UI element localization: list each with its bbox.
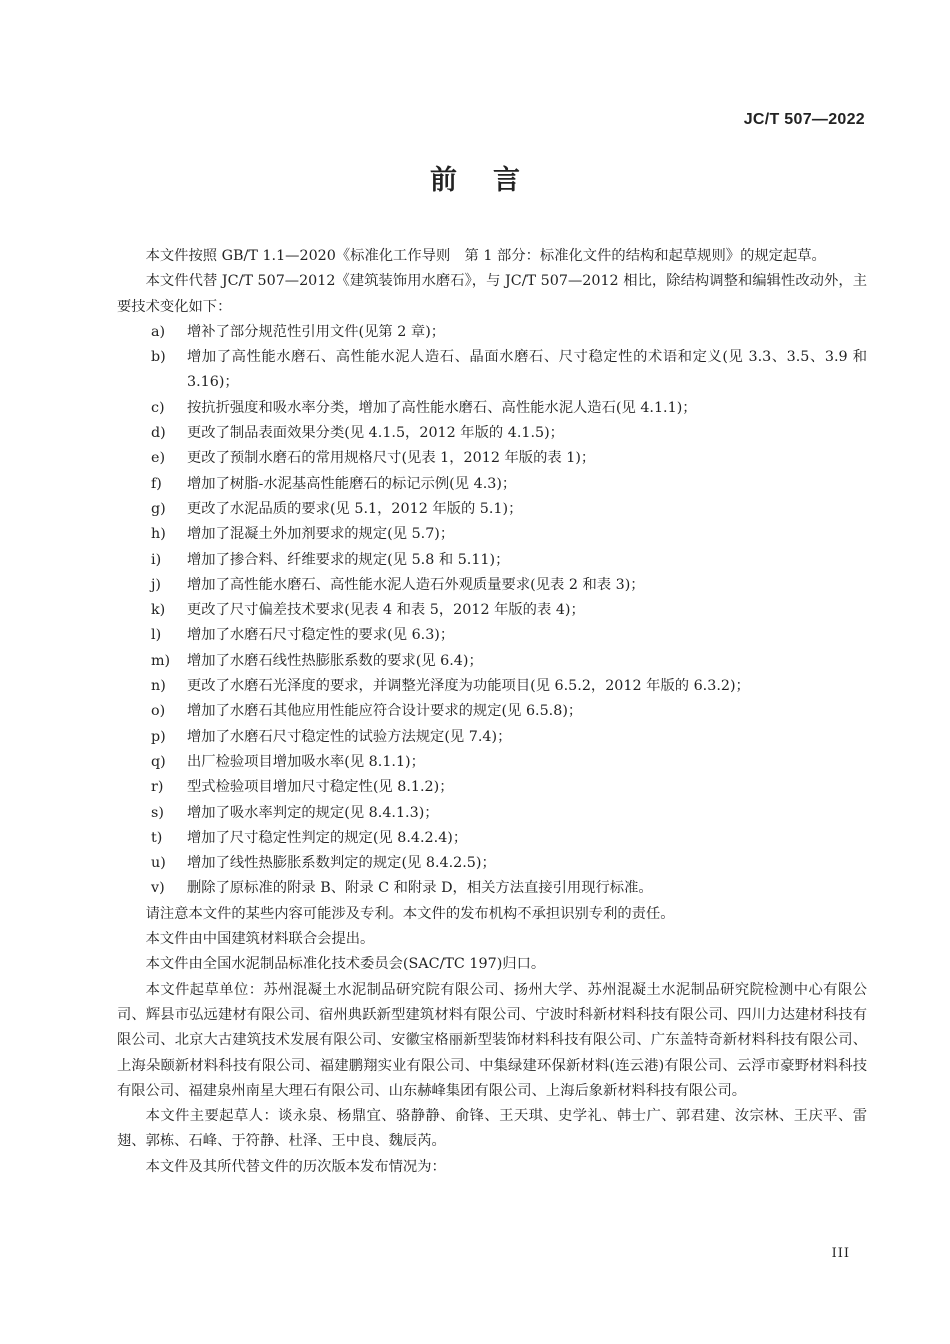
list-item-text: 按抗折强度和吸水率分类，增加了高性能水磨石、高性能水泥人造石(见 4.1.1)； <box>187 399 697 416</box>
list-item-text: 增加了水磨石尺寸稳定性的试验方法规定(见 7.4)； <box>187 728 512 745</box>
list-item-text: 更改了水磨石光泽度的要求，并调整光泽度为功能项目(见 6.5.2，2012 年版的 6.3.2)； <box>187 678 750 695</box>
list-item <box>117 851 867 876</box>
list-marker: p) <box>151 728 166 745</box>
list-item <box>117 522 867 547</box>
list-item-text: 更改了尺寸偏差技术要求(见表 4 和表 5，2012 年版的表 4)； <box>187 602 585 619</box>
paragraph-drafters: 本文件主要起草人：谈永泉、杨鼎宜、骆静静、俞锋、王天琪、史学礼、韩士广、郭君建、汝宗林、王庆平、雷翅、郭栋、石峰、于符静、杜泽、王中良、魏辰芮。 <box>117 1108 867 1150</box>
list-item <box>117 472 867 497</box>
list-item-text: 增加了高性能水磨石、高性能水泥人造石外观质量要求(见表 2 和表 3)； <box>187 576 645 593</box>
list-item <box>117 699 867 724</box>
list-marker: c) <box>151 399 165 416</box>
list-item-text: 增加了高性能水磨石、高性能水泥人造石、晶面水磨石、尺寸稳定性的术语和定义(见 3.3、3.5、3.9 和 3.16)； <box>187 349 867 391</box>
list-item-text: 增加了混凝土外加剂要求的规定(见 5.7)； <box>187 526 455 543</box>
page-title: 前言 <box>430 165 556 196</box>
list-marker: k) <box>151 602 166 619</box>
list-item-text: 增加了掺合料、纤维要求的规定(见 5.8 和 5.11)； <box>187 551 510 568</box>
list-marker: v) <box>151 880 165 897</box>
list-item <box>117 674 867 699</box>
list-marker: o) <box>151 703 166 720</box>
changes-list <box>117 320 867 902</box>
list-item-text: 增加了水磨石线性热膨胀系数的要求(见 6.4)； <box>187 652 483 669</box>
list-marker: j) <box>151 576 162 593</box>
list-item <box>117 750 867 775</box>
list-marker: q) <box>151 753 166 770</box>
list-item <box>117 573 867 598</box>
list-marker: l) <box>151 627 162 644</box>
list-item-text: 增加了树脂-水泥基高性能磨石的标记示例(见 4.3)； <box>187 475 517 492</box>
list-item <box>117 623 867 648</box>
list-item-text: 更改了制品表面效果分类(见 4.1.5，2012 年版的 4.1.5)； <box>187 425 564 442</box>
list-item-text: 删除了原标准的附录 B、附录 C 和附录 D，相关方法直接引用现行标准。 <box>187 880 653 897</box>
list-marker: f) <box>151 475 162 492</box>
list-item <box>117 775 867 800</box>
list-item <box>117 345 867 396</box>
page-number: III <box>831 1246 850 1261</box>
paragraph-version-history: 本文件及其所代替文件的历次版本发布情况为： <box>145 1158 446 1175</box>
list-item <box>117 598 867 623</box>
list-item <box>117 725 867 750</box>
list-marker: s) <box>151 804 164 821</box>
list-marker: e) <box>151 450 166 467</box>
list-item-text: 增加了尺寸稳定性判定的规定(见 8.4.2.4)； <box>187 829 468 846</box>
list-marker: n) <box>151 678 166 695</box>
paragraph-replacement: 本文件代替 JC/T 507—2012《建筑装饰用水磨石》，与 JC/T 507—2012 相比，除结构调整和编辑性改动外，主要技术变化如下： <box>117 273 867 315</box>
list-item-text: 增补了部分规范性引用文件(见第 2 章)； <box>187 323 446 340</box>
list-item <box>117 421 867 446</box>
list-item-text: 增加了吸水率判定的规定(见 8.4.1.3)； <box>187 804 439 821</box>
list-item <box>117 497 867 522</box>
paragraph-technical-committee: 本文件由全国水泥制品标准化技术委员会(SAC/TC 197)归口。 <box>145 956 546 973</box>
paragraph-patent-notice: 请注意本文件的某些内容可能涉及专利。本文件的发布机构不承担识别专利的责任。 <box>145 905 675 922</box>
list-item <box>117 801 867 826</box>
paragraph-proposer: 本文件由中国建筑材料联合会提出。 <box>145 931 375 948</box>
standard-number: JC/T 507—2022 <box>743 111 865 128</box>
list-marker: t) <box>151 829 163 846</box>
list-marker: i) <box>151 551 162 568</box>
list-item-text: 增加了水磨石尺寸稳定性的要求(见 6.3)； <box>187 627 455 644</box>
list-item <box>117 876 867 901</box>
paragraph-drafting-units: 本文件起草单位：苏州混凝土水泥制品研究院有限公司、扬州大学、苏州混凝土水泥制品研究院检测中心有限公司、辉县市弘远建材有限公司、宿州典跃新型建筑材料有限公司、宁波时科新材料科技有限公司、四川力达建材科技有限公司、北京大古建筑技术发展有限公司、安徽宝格丽新型装饰材料科技有限公司、广东盖特奇新材料科技有限公司、上海朵颐新材料科技有限公司、福建鹏翔实业有限公司、中集绿建环保新材料(连云港)有限公司、云浮市豪野材料科技有限公司、福建泉州南星大理石有限公司、山东赫峰集团有限公司、上海后象新材料科技有限公司。 <box>117 981 867 1099</box>
list-marker: r) <box>151 779 164 796</box>
list-item <box>117 548 867 573</box>
list-item-text: 更改了预制水磨石的常用规格尺寸(见表 1，2012 年版的表 1)； <box>187 450 596 467</box>
document-body <box>117 244 867 1180</box>
list-marker: m) <box>151 652 171 669</box>
list-marker: g) <box>151 500 166 517</box>
list-marker: h) <box>151 526 166 543</box>
list-item <box>117 320 867 345</box>
list-item <box>117 396 867 421</box>
list-item-text: 更改了水泥品质的要求(见 5.1，2012 年版的 5.1)； <box>187 500 523 517</box>
list-item-text: 增加了线性热膨胀系数判定的规定(见 8.4.2.5)； <box>187 855 496 872</box>
list-item-text: 型式检验项目增加尺寸稳定性(见 8.1.2)； <box>187 779 454 796</box>
list-item-text: 增加了水磨石其他应用性能应符合设计要求的规定(见 6.5.8)； <box>187 703 583 720</box>
paragraph-drafting-rules: 本文件按照 GB/T 1.1—2020《标准化工作导则 第 1 部分：标准化文件的结构和起草规则》的规定起草。 <box>145 248 826 264</box>
list-item <box>117 649 867 674</box>
list-marker: a) <box>151 323 166 340</box>
list-item-text: 出厂检验项目增加吸水率(见 8.1.1)； <box>187 753 425 770</box>
list-marker: d) <box>151 425 166 442</box>
list-item <box>117 446 867 471</box>
list-item <box>117 826 867 851</box>
list-marker: u) <box>151 855 166 872</box>
list-marker: b) <box>151 349 166 366</box>
